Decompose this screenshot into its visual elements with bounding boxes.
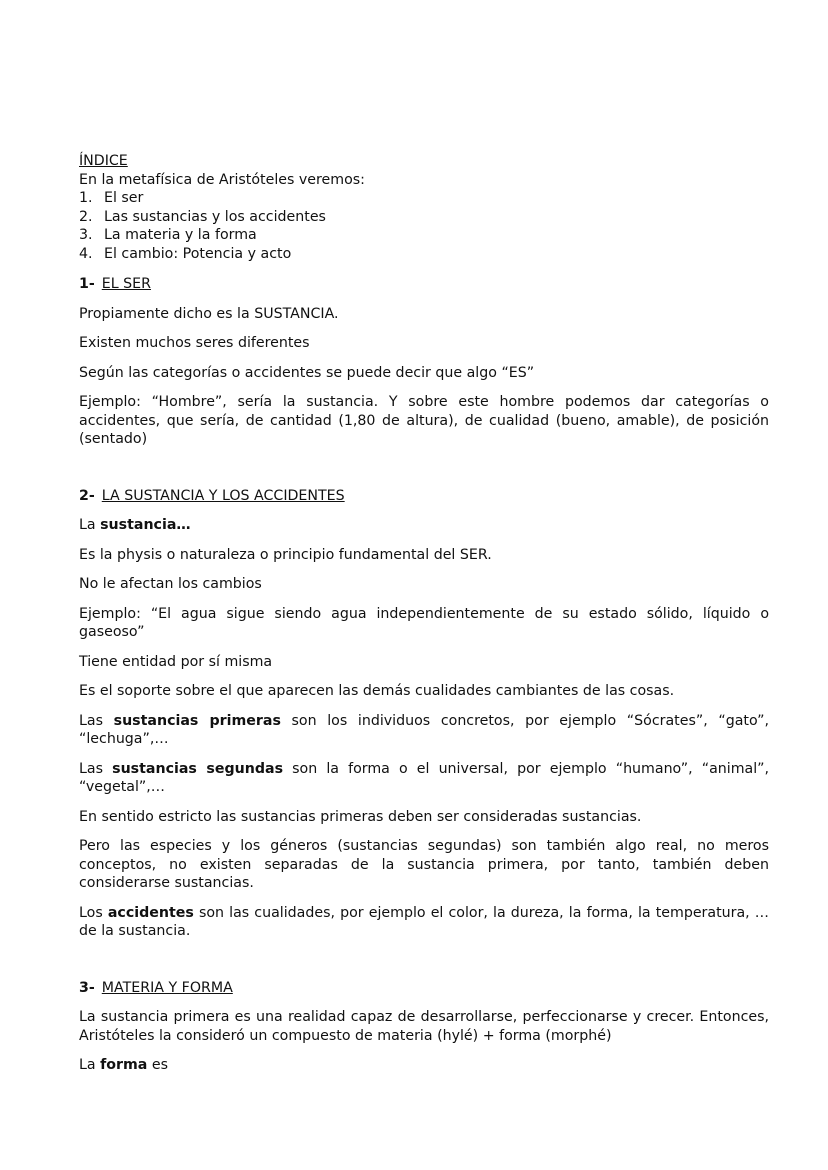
paragraph: No le afectan los cambios xyxy=(79,576,262,592)
section-3-heading: 3- MATERIA Y FORMA xyxy=(79,979,233,996)
section-2-heading: 2- LA SUSTANCIA Y LOS ACCIDENTES xyxy=(79,487,345,504)
paragraph: Ejemplo: “Hombre”, sería la sustancia. Y sobre este hombre podemos dar categorías o accidentes, que sería, de cantidad (1,80 de altura), de cualidad (bueno, amable), de posición (sentado) xyxy=(79,394,769,447)
index-item: 1. El ser xyxy=(79,190,144,206)
index-item: 4. El cambio: Potencia y acto xyxy=(79,245,292,262)
paragraph: Propiamente dicho es la SUSTANCIA. xyxy=(79,305,339,322)
paragraph: Es el soporte sobre el que aparecen las demás cualidades cambiantes de las cosas. xyxy=(79,683,675,699)
paragraph: Tiene entidad por sí misma xyxy=(79,653,273,670)
index-title: ÍNDICE xyxy=(79,153,128,169)
paragraph: La sustancia… xyxy=(79,517,191,533)
paragraph: La forma es xyxy=(79,1057,169,1073)
index-item: 2. Las sustancias y los accidentes xyxy=(79,208,326,225)
paragraph: Las sustancias primeras son los individuos concretos, por ejemplo “Sócrates”, “gato”, “lechuga”,… xyxy=(79,712,769,747)
paragraph: Es la physis o naturaleza o principio fundamental del SER. xyxy=(79,546,492,563)
paragraph: Los accidentes son las cualidades, por ejemplo el color, la dureza, la forma, la temperatura, … de la sustancia. xyxy=(79,904,769,939)
index-list xyxy=(79,189,769,263)
paragraph: La sustancia primera es una realidad capaz de desarrollarse, perfeccionarse y crecer. Entonces, Aristóteles la consideró un compuesto de materia (hylé) + forma (morphé) xyxy=(79,1009,769,1044)
paragraph: Pero las especies y los géneros (sustancias segundas) son también algo real, no meros conceptos, no existen separadas de la sustancia primera, por tanto, también deben considerarse sustancias. xyxy=(79,838,769,891)
index-item: 3. La materia y la forma xyxy=(79,227,257,243)
paragraph: Según las categorías o accidentes se puede decir que algo “ES” xyxy=(79,364,535,381)
paragraph: En sentido estricto las sustancias primeras deben ser consideradas sustancias. xyxy=(79,808,642,825)
paragraph: Existen muchos seres diferentes xyxy=(79,335,310,351)
paragraph: Ejemplo: “El agua sigue siendo agua independientemente de su estado sólido, líquido o gaseoso” xyxy=(79,605,769,640)
index-section xyxy=(79,152,769,263)
section-1-heading: 1- EL SER xyxy=(79,276,151,292)
paragraph: Las sustancias segundas son la forma o el universal, por ejemplo “humano”, “animal”, “vegetal”,… xyxy=(79,760,770,795)
index-intro: En la metafísica de Aristóteles veremos: xyxy=(79,171,365,188)
document-body xyxy=(79,152,769,1075)
